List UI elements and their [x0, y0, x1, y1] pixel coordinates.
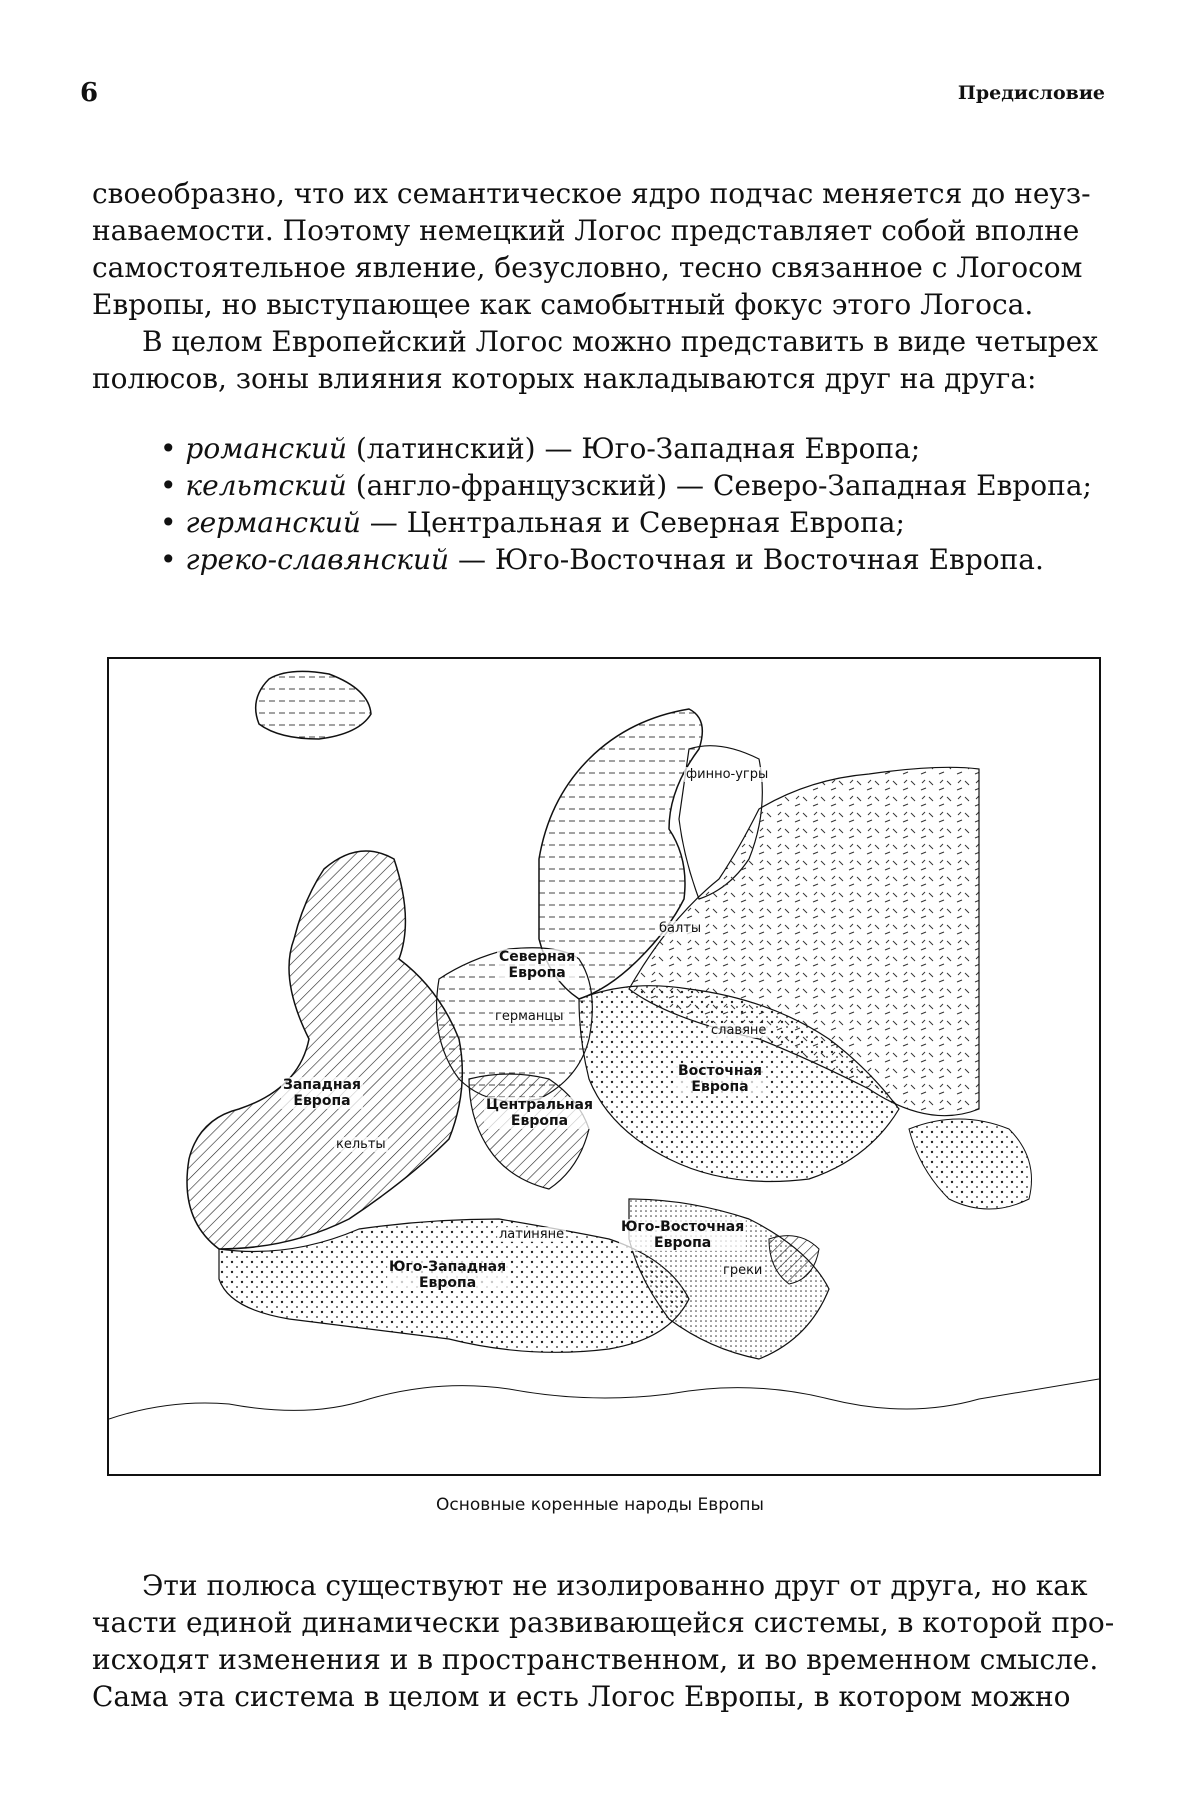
paragraph-line: части единой динамически развивающейся системы, в которой про- [92, 1606, 1115, 1639]
pole-description: — Юго-Восточная и Восточная Европа. [449, 543, 1044, 576]
paragraph-line: Европы, но выступающее как самобытный фокус этого Логоса. [92, 288, 1034, 321]
list-item [160, 467, 1100, 504]
pole-term: греко-славянский [185, 543, 450, 576]
paragraph-line: своеобразно, что их семантическое ядро подчас меняется до неуз- [92, 177, 1091, 210]
map-label-line: Западная [283, 1077, 361, 1093]
map-label-line: Европа [654, 1235, 712, 1251]
pole-description: (латинский) — Юго-Западная Европа; [347, 432, 921, 465]
map-label-balts: балты [659, 921, 702, 936]
paragraph-1 [92, 175, 1105, 323]
map-label-latins: латиняне [499, 1227, 565, 1242]
map-label-finno-ugric: финно-угры [686, 767, 769, 782]
list-item [160, 541, 1100, 578]
map-label-line: Европа [508, 965, 566, 981]
celtic-zone [187, 851, 462, 1249]
map-label-line: Северная [499, 949, 576, 965]
running-head: Предисловие [957, 82, 1105, 104]
map-label-line: Европа [293, 1093, 351, 1109]
coastline [109, 1379, 1099, 1419]
pole-description: — Центральная и Северная Европа; [360, 506, 905, 539]
map-label-east-europe [676, 1063, 764, 1095]
paragraph-line: исходят изменения и в пространственном, и во временном смысле. [92, 1643, 1099, 1676]
pole-description: (англо-французский) — Северо-Западная Европа; [346, 469, 1092, 502]
map-caption: Основные коренные народы Европы [436, 1495, 764, 1515]
map-label-line: Центральная [486, 1097, 593, 1113]
map-label-southeast-europe [619, 1219, 746, 1251]
map-label-central-europe [484, 1097, 595, 1129]
page-number: 6 [80, 78, 99, 108]
poles-list [160, 430, 1100, 578]
paragraph-3 [92, 1567, 1115, 1715]
paragraph-line: Сама эта система в целом и есть Логос Европы, в котором можно [92, 1680, 1071, 1713]
central-europe-zone [469, 1074, 589, 1189]
paragraph-line: В целом Европейский Логос можно представить в виде четырех [142, 325, 1099, 358]
list-item [160, 430, 1100, 467]
map-label-north-europe [497, 949, 577, 981]
pole-term: кельтский [185, 469, 347, 502]
paragraph-2 [92, 323, 1105, 397]
map-label-line: Европа [691, 1079, 749, 1095]
paragraph-line: самостоятельное явление, безусловно, тесно связанное с Логосом [92, 251, 1083, 284]
map-label-slavs: славяне [711, 1023, 767, 1038]
coastline [909, 1119, 1032, 1209]
map-label-line: Восточная [678, 1063, 763, 1079]
paragraph-line: Эти полюса существуют не изолированно друг от друга, но как [142, 1569, 1088, 1602]
paragraph-line: наваемости. Поэтому немецкий Логос представляет собой вполне [92, 214, 1080, 247]
map-label-line: Европа [418, 1275, 477, 1291]
map-label-line: Европа [510, 1113, 569, 1129]
map-label-greeks: греки [723, 1263, 763, 1278]
map-label-west-europe [281, 1077, 363, 1109]
pole-term: германский [185, 506, 361, 539]
iceland-shape [256, 671, 371, 739]
map-label-line: Юго-Западная [389, 1259, 507, 1275]
map-label-line: Юго-Восточная [621, 1219, 745, 1235]
map-label-germans: германцы [495, 1009, 564, 1024]
map-label-celts: кельты [336, 1137, 386, 1152]
map-label-southwest-europe [387, 1259, 508, 1291]
paragraph-line: полюсов, зоны влияния которых накладываются друг на друга: [92, 362, 1037, 395]
list-item [160, 504, 1100, 541]
map-drawing [109, 659, 1099, 1474]
europe-peoples-map [107, 657, 1101, 1476]
pole-term: романский [185, 432, 348, 465]
